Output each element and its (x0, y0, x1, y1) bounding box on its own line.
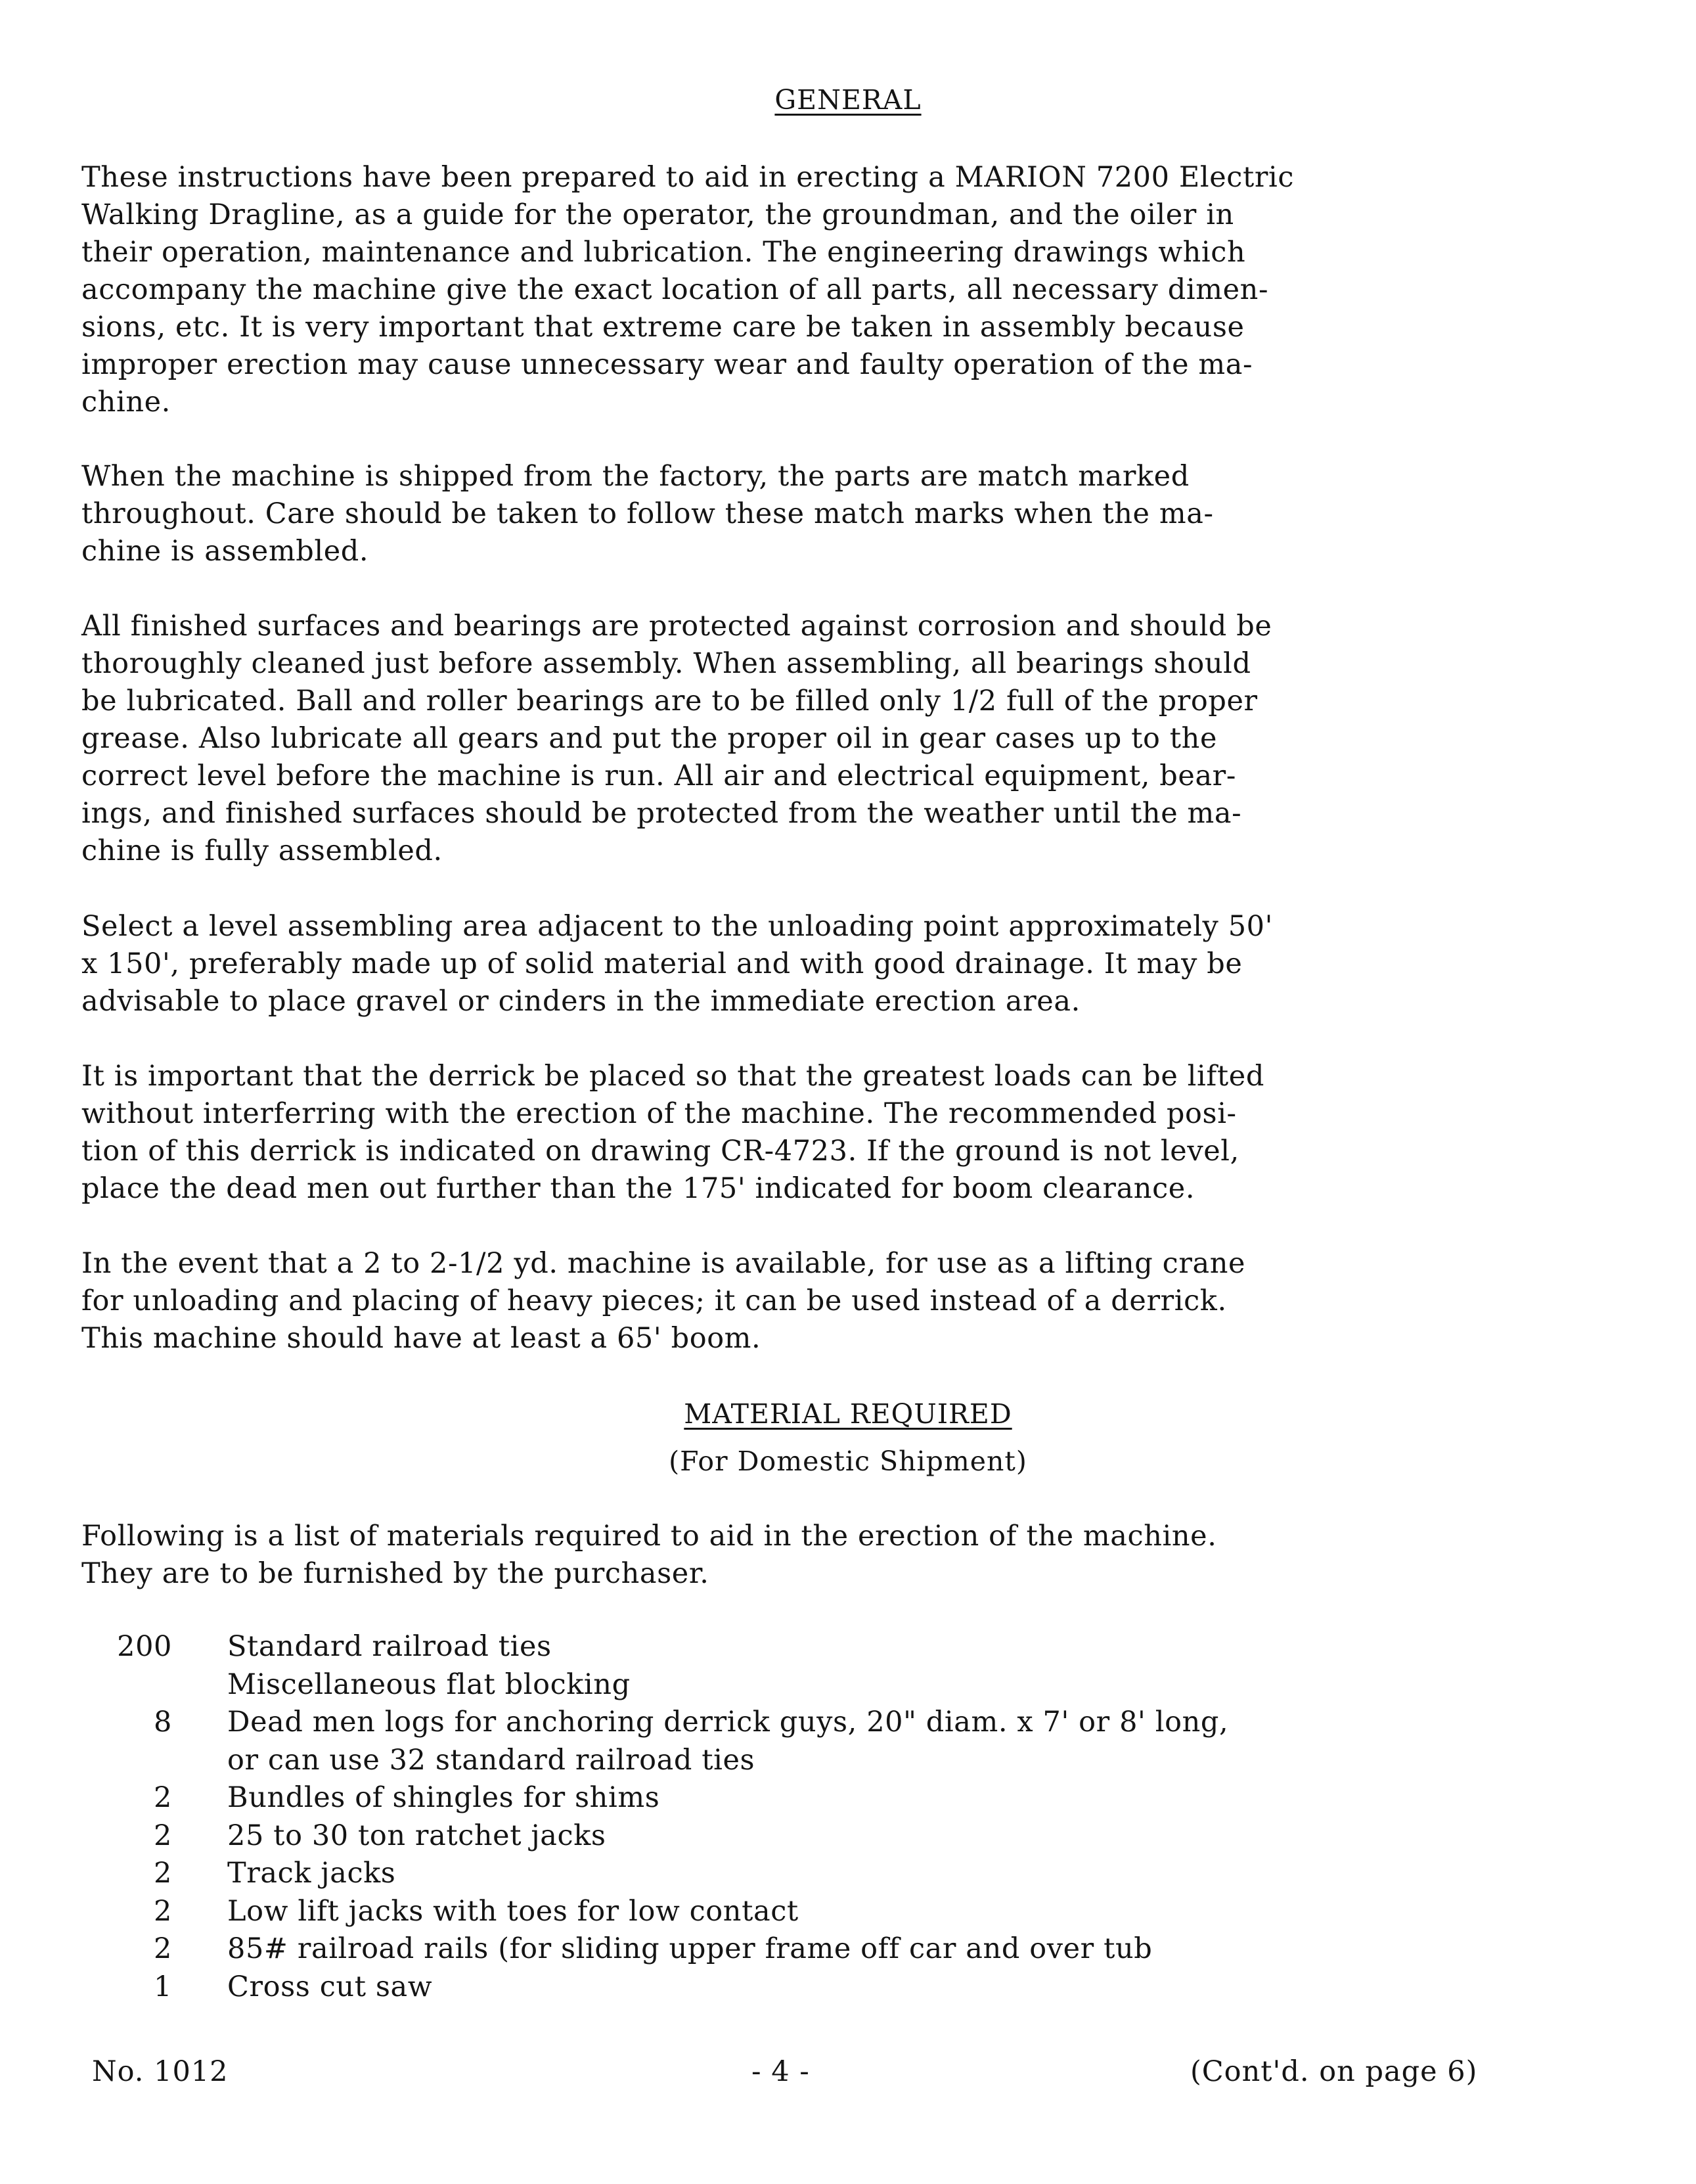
item-description: 85# railroad rails (for sliding upper frame off car and over tub (227, 1932, 1153, 1965)
footer-document-number: No. 1012 (92, 2055, 229, 2088)
heading-material-required (0, 1398, 1696, 1430)
item-description: Standard railroad ties (227, 1630, 552, 1663)
text-line: chine is fully assembled. (81, 834, 443, 867)
text-line: They are to be furnished by the purchaser. (81, 1557, 709, 1590)
list-item (81, 1893, 1461, 1931)
list-item (81, 1742, 1461, 1780)
text-line: sions, etc. It is very important that extreme care be taken in assembly because (81, 311, 1245, 344)
item-quantity: 2 (154, 1819, 172, 1852)
item-quantity: 1 (154, 1970, 172, 2003)
materials-list (81, 1628, 1461, 2006)
text-line: These instructions have been prepared to aid in erecting a MARION 7200 Electric (81, 161, 1295, 194)
heading-material-required-text: MATERIAL REQUIRED (684, 1398, 1012, 1430)
list-item (81, 1704, 1461, 1742)
item-description: Low lift jacks with toes for low contact (227, 1894, 799, 1928)
item-description: Miscellaneous flat blocking (227, 1668, 631, 1701)
text-line: When the machine is shipped from the factory, the parts are match marked (81, 460, 1190, 493)
footer-continued-note: (Cont'd. on page 6) (1190, 2055, 1478, 2088)
item-description: Track jacks (227, 1857, 396, 1890)
paragraph-material-intro (81, 1518, 1461, 1593)
item-quantity: 2 (154, 1857, 172, 1890)
list-item (81, 1930, 1461, 1968)
item-description: Dead men logs for anchoring derrick guys, 20" diam. x 7' or 8' long, (227, 1706, 1229, 1739)
text-line: their operation, maintenance and lubrication. The engineering drawings which (81, 236, 1246, 269)
text-line: This machine should have at least a 65' boom. (81, 1322, 761, 1355)
paragraph-general-intro (81, 159, 1461, 421)
item-description: 25 to 30 ton ratchet jacks (227, 1819, 606, 1852)
text-line: Walking Dragline, as a guide for the operator, the groundman, and the oiler in (81, 198, 1234, 231)
item-quantity: 8 (154, 1706, 172, 1739)
text-line: ings, and finished surfaces should be protected from the weather until the ma- (81, 797, 1242, 830)
paragraph-surfaces-bearings (81, 608, 1461, 870)
text-line: chine is assembled. (81, 535, 369, 568)
text-line: chine. (81, 386, 171, 419)
text-line: Following is a list of materials required to aid in the erection of the machine. (81, 1520, 1217, 1553)
heading-general (0, 84, 1696, 116)
text-line: advisable to place gravel or cinders in the immediate erection area. (81, 985, 1081, 1018)
item-quantity: 2 (154, 1932, 172, 1965)
list-item (81, 1779, 1461, 1817)
item-description: or can use 32 standard railroad ties (227, 1743, 755, 1777)
text-line: Select a level assembling area adjacent to the unloading point approximately 50' (81, 910, 1274, 943)
item-description: Cross cut saw (227, 1970, 433, 2003)
text-line: throughout. Care should be taken to follow these match marks when the ma- (81, 497, 1214, 530)
paragraph-match-marks (81, 458, 1461, 570)
text-line: place the dead men out further than the 175' indicated for boom clearance. (81, 1172, 1195, 1205)
list-item (81, 1628, 1461, 1666)
paragraph-derrick-placement (81, 1058, 1461, 1208)
subheading-domestic-shipment-text: (For Domestic Shipment) (669, 1445, 1027, 1477)
text-line: thoroughly cleaned just before assembly. When assembling, all bearings should (81, 647, 1251, 680)
text-line: grease. Also lubricate all gears and put the proper oil in gear cases up to the (81, 722, 1218, 755)
paragraph-assembling-area (81, 908, 1461, 1020)
subheading-domestic-shipment (0, 1445, 1696, 1477)
footer-page-number: - 4 - (751, 2055, 810, 2088)
item-quantity: 2 (154, 1781, 172, 1814)
text-line: for unloading and placing of heavy pieces; it can be used instead of a derrick. (81, 1285, 1227, 1317)
item-quantity: 200 (117, 1630, 172, 1663)
item-description: Bundles of shingles for shims (227, 1781, 660, 1814)
list-item (81, 1666, 1461, 1704)
text-line: In the event that a 2 to 2-1/2 yd. machine is available, for use as a lifting crane (81, 1247, 1246, 1280)
heading-general-text: GENERAL (774, 84, 922, 116)
list-item (81, 1817, 1461, 1855)
list-item (81, 1855, 1461, 1893)
paragraph-lifting-crane (81, 1245, 1461, 1357)
text-line: It is important that the derrick be placed so that the greatest loads can be lifted (81, 1060, 1264, 1093)
item-quantity (81, 1742, 227, 1780)
text-line: tion of this derrick is indicated on drawing CR-4723. If the ground is not level, (81, 1135, 1239, 1168)
text-line: All finished surfaces and bearings are protected against corrosion and should be (81, 610, 1272, 643)
text-line: accompany the machine give the exact location of all parts, all necessary dimen- (81, 273, 1269, 306)
item-quantity: 2 (154, 1894, 172, 1928)
item-quantity (81, 1666, 227, 1704)
text-line: improper erection may cause unnecessary wear and faulty operation of the ma- (81, 348, 1253, 381)
text-line: correct level before the machine is run. All air and electrical equipment, bear- (81, 760, 1236, 792)
text-line: x 150', preferably made up of solid material and with good drainage. It may be (81, 947, 1243, 980)
list-item (81, 1968, 1461, 2007)
text-line: be lubricated. Ball and roller bearings are to be filled only 1/2 full of the proper (81, 685, 1258, 717)
text-line: without interferring with the erection of the machine. The recommended posi- (81, 1097, 1237, 1130)
